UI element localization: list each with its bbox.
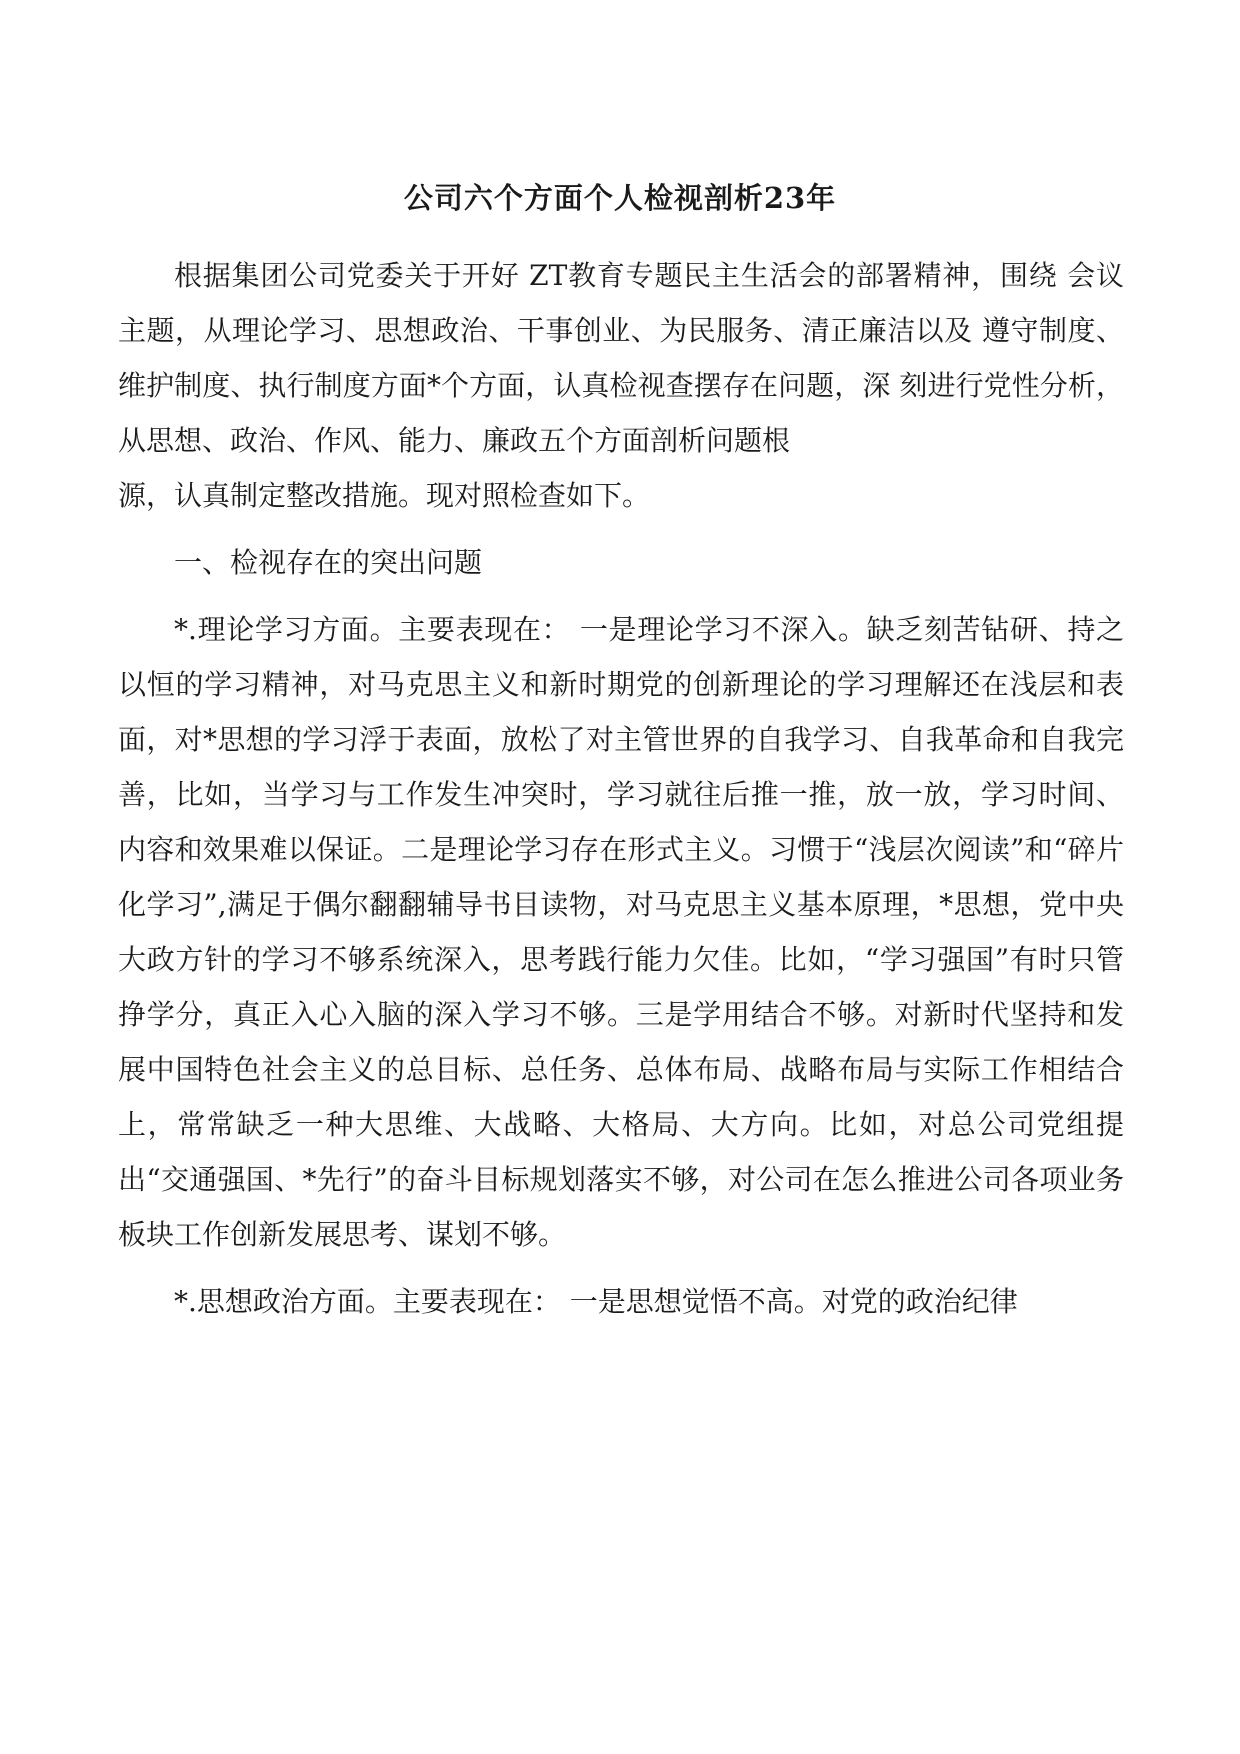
intro-paragraph-tail: 源，认真制定整改措施。现对照检查如下。 <box>118 479 651 512</box>
section-theory-study: *.理论学习方面。主要表现在： 一是理论学习不深入。缺乏刻苦钻研、持之以恒的学习精神，对马克思主义和新时期党的创新理论的学习理解还在浅层和表面，对*思想的学习浮于表面，放松了对主管世界的自我学习、自我革命和自我完善，比如，当学习与工作发生冲突时，学习就往后推一推，放一放，学习时间、内容和效果难以保证。二是理论学习存在形式主义。习惯于“浅层次阅读”和“碎片化学习”,满足于偶尔翻翻辅导书目读物，对马克思主义基本原理，*思想，党中央大政方针的学习不够系统深入，思考践行能力欠佳。比如，“学习强国”有时只管挣学分，真正入心入脑的深入学习不够。三是学用结合不够。对新时代坚持和发展中国特色社会主义的总目标、总任务、总体布局、战略布局与实际工作相结合上，常常缺乏一种大思维、大战略、大格局、大方向。比如，对总公司党组提出“交通强国、*先行”的奋斗目标规划落实不够，对公司在怎么推进公司各项业务板块工作创新发展思考、谋划不够。 <box>118 613 1124 1251</box>
section-ideology-politics: *.思想政治方面。主要表现在： 一是思想觉悟不高。对党的政治纪律 <box>174 1285 1018 1318</box>
section-heading: 一、检视存在的突出问题 <box>174 546 483 579</box>
document-body <box>118 248 1124 1341</box>
document-title: 公司六个方面个人检视剖析23年 <box>403 181 837 215</box>
intro-paragraph: 根据集团公司党委关于开好 ZT教育专题民主生活会的部署精神，围绕 会议主题，从理论学习、思想政治、干事创业、为民服务、清正廉洁以及 遵守制度、维护制度、执行制度方面*个方面，认真检视查摆存在问题，深 刻进行党性分析，从思想、政治、作风、能力、廉政五个方面剖析问题根 <box>118 259 1124 457</box>
